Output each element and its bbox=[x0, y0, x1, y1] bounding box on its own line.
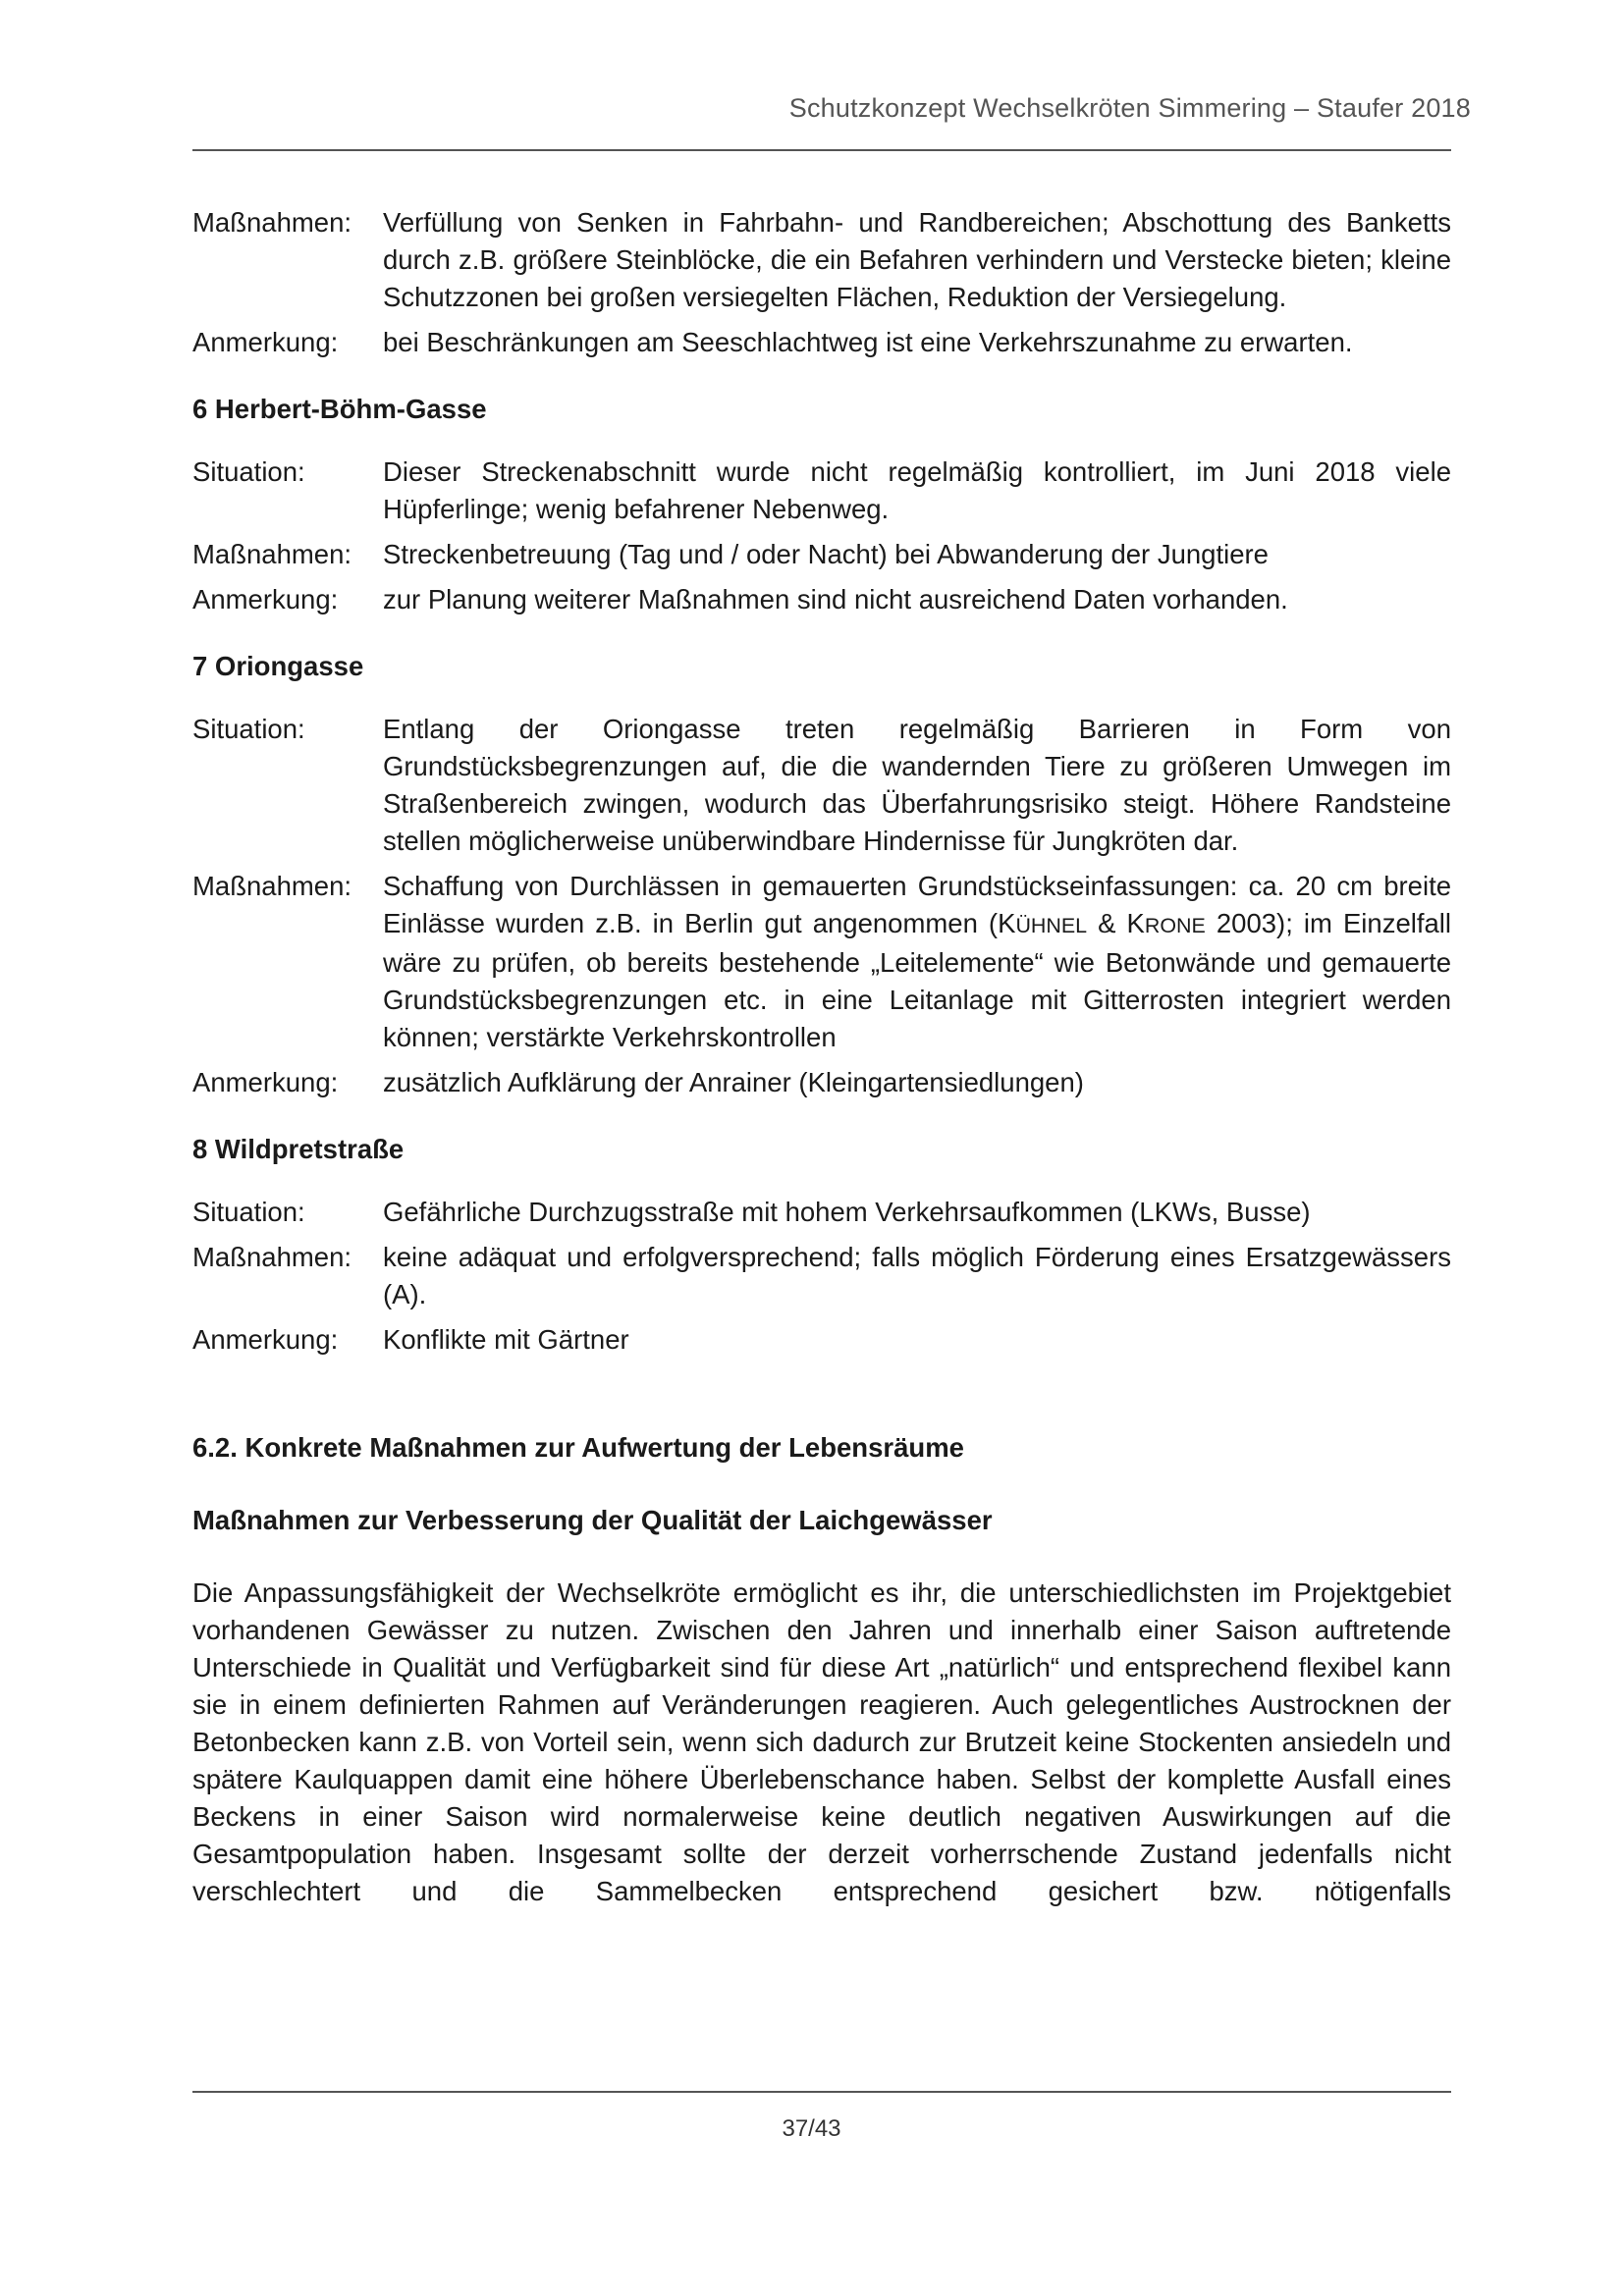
measures-row bbox=[192, 204, 1451, 316]
note-row bbox=[192, 324, 1451, 361]
author-smallcaps: ÜHNEL bbox=[1015, 914, 1088, 937]
row-text: Verfüllung von Senken in Fahrbahn- und Randbereichen; Abschottung des Banketts durch z.B. größere Steinblöcke, die ein Befahren verhindern und Verstecke bieten; kleine Schutzzonen bei großen versiegelten Flächen, Reduktion der Versiegelung. bbox=[383, 207, 1451, 312]
row-label: Maßnahmen: bbox=[192, 539, 352, 569]
row-label: Situation: bbox=[192, 1197, 305, 1227]
measures-row bbox=[192, 536, 1451, 573]
situation-row bbox=[192, 454, 1451, 528]
row-text: Entlang der Oriongasse treten regelmäßig Barrieren in Form von Grundstücksbegrenzungen auf, die die wandernden Tiere zu größeren Umwegen im Straßenbereich zwingen, wodurch das Überfahrungsrisiko steigt. Höhere Randsteine stellen möglicherweise unüberwindbare Hindernisse für Jungkröten dar. bbox=[383, 714, 1451, 856]
author-smallcaps: RONE bbox=[1144, 914, 1206, 937]
row-label: Anmerkung: bbox=[192, 584, 339, 614]
row-text: Dieser Streckenabschnitt wurde nicht regelmäßig kontrolliert, im Juni 2018 viele Hüpferlinge; wenig befahrener Nebenweg. bbox=[383, 456, 1451, 524]
row-text: keine adäquat und erfolgversprechend; falls möglich Förderung eines Ersatzgewässers (A). bbox=[383, 1242, 1451, 1309]
row-label: Maßnahmen: bbox=[192, 1242, 352, 1272]
page-number: 37/43 bbox=[782, 2115, 841, 2142]
note-row bbox=[192, 581, 1451, 618]
author-initial: K bbox=[998, 908, 1016, 938]
footer-rule bbox=[192, 2091, 1451, 2093]
note-row bbox=[192, 1064, 1451, 1101]
situation-row bbox=[192, 1194, 1451, 1231]
subheading: Maßnahmen zur Verbesserung der Qualität der Laichgewässer bbox=[192, 1505, 993, 1535]
author-initial: K bbox=[1126, 908, 1145, 938]
section-heading: 7 Oriongasse bbox=[192, 651, 364, 681]
text-part: 2003); im Einzelfall wäre zu prüfen, ob bereits bestehende „Leitelemente“ wie Betonwände und gemauerte Grundstücksbegrenzungen etc. in eine Leitanlage mit Gitterrosten integriert werden können; verstärkte Verkehrskontrollen bbox=[383, 908, 1452, 1052]
section-heading: 8 Wildpretstraße bbox=[192, 1134, 405, 1164]
ampersand: & bbox=[1087, 908, 1127, 938]
running-header: Schutzkonzept Wechselkröten Simmering – Staufer 2018 bbox=[788, 93, 1471, 123]
row-text: zur Planung weiterer Maßnahmen sind nicht ausreichend Daten vorhanden. bbox=[383, 584, 1288, 614]
body-paragraph: Die Anpassungsfähigkeit der Wechselkröte ermöglicht es ihr, die unterschiedlichsten im Projektgebiet vorhandenen Gewässer zu nutzen. Zwischen den Jahren und innerhalb einer Saison auftretende Unterschiede in Qualität und Verfügbarkeit sind für diese Art „natürlich“ und entsprechend flexibel kann sie in einem definierten Rahmen auf Veränderungen reagieren. Auch gelegentliches Austrocknen der Betonbecken kann z.B. von Vorteil sein, wenn sich dadurch zur Brutzeit keine Stockenten ansiedeln und spätere Kaulquappen damit eine höhere Überlebenschance haben. Selbst der komplette Ausfall eines Beckens in einer Saison wird normalerweise keine deutlich negativen Auswirkungen auf die Gesamtpopulation haben. Insgesamt sollte der derzeit vorherrschende Zustand jedenfalls nicht verschlechtert und die Sammelbecken entsprechend gesichert bzw. nötigenfalls bbox=[192, 1577, 1451, 1906]
note-row bbox=[192, 1321, 1451, 1359]
row-label: Maßnahmen: bbox=[192, 207, 352, 238]
header-rule bbox=[192, 149, 1451, 151]
row-label: Maßnahmen: bbox=[192, 871, 352, 901]
row-text: bei Beschränkungen am Seeschlachtweg ist eine Verkehrszunahme zu erwarten. bbox=[383, 327, 1353, 357]
row-label: Situation: bbox=[192, 456, 305, 487]
row-label: Anmerkung: bbox=[192, 327, 339, 357]
section-heading: 6 Herbert-Böhm-Gasse bbox=[192, 394, 487, 424]
row-label: Anmerkung: bbox=[192, 1067, 339, 1097]
chapter-heading: 6.2. Konkrete Maßnahmen zur Aufwertung der Lebensräume bbox=[192, 1432, 964, 1463]
page-content bbox=[192, 204, 1451, 1910]
row-text: Konflikte mit Gärtner bbox=[383, 1324, 629, 1355]
row-label: Anmerkung: bbox=[192, 1324, 339, 1355]
measures-row bbox=[192, 1239, 1451, 1313]
row-label: Situation: bbox=[192, 714, 305, 744]
situation-row bbox=[192, 711, 1451, 860]
row-text bbox=[383, 868, 1451, 1056]
row-text: Gefährliche Durchzugsstraße mit hohem Verkehrsaufkommen (LKWs, Busse) bbox=[383, 1197, 1311, 1227]
measures-row bbox=[192, 868, 1451, 1056]
text-part: Schaffung von Durchlässen in gemauerten Grundstückseinfassungen: ca. 20 cm breite Einlässe wurden z.B. in Berlin gut angenommen ( bbox=[383, 871, 1451, 938]
row-text: zusätzlich Aufklärung der Anrainer (Kleingartensiedlungen) bbox=[383, 1067, 1084, 1097]
row-text: Streckenbetreuung (Tag und / oder Nacht) bei Abwanderung der Jungtiere bbox=[383, 539, 1269, 569]
